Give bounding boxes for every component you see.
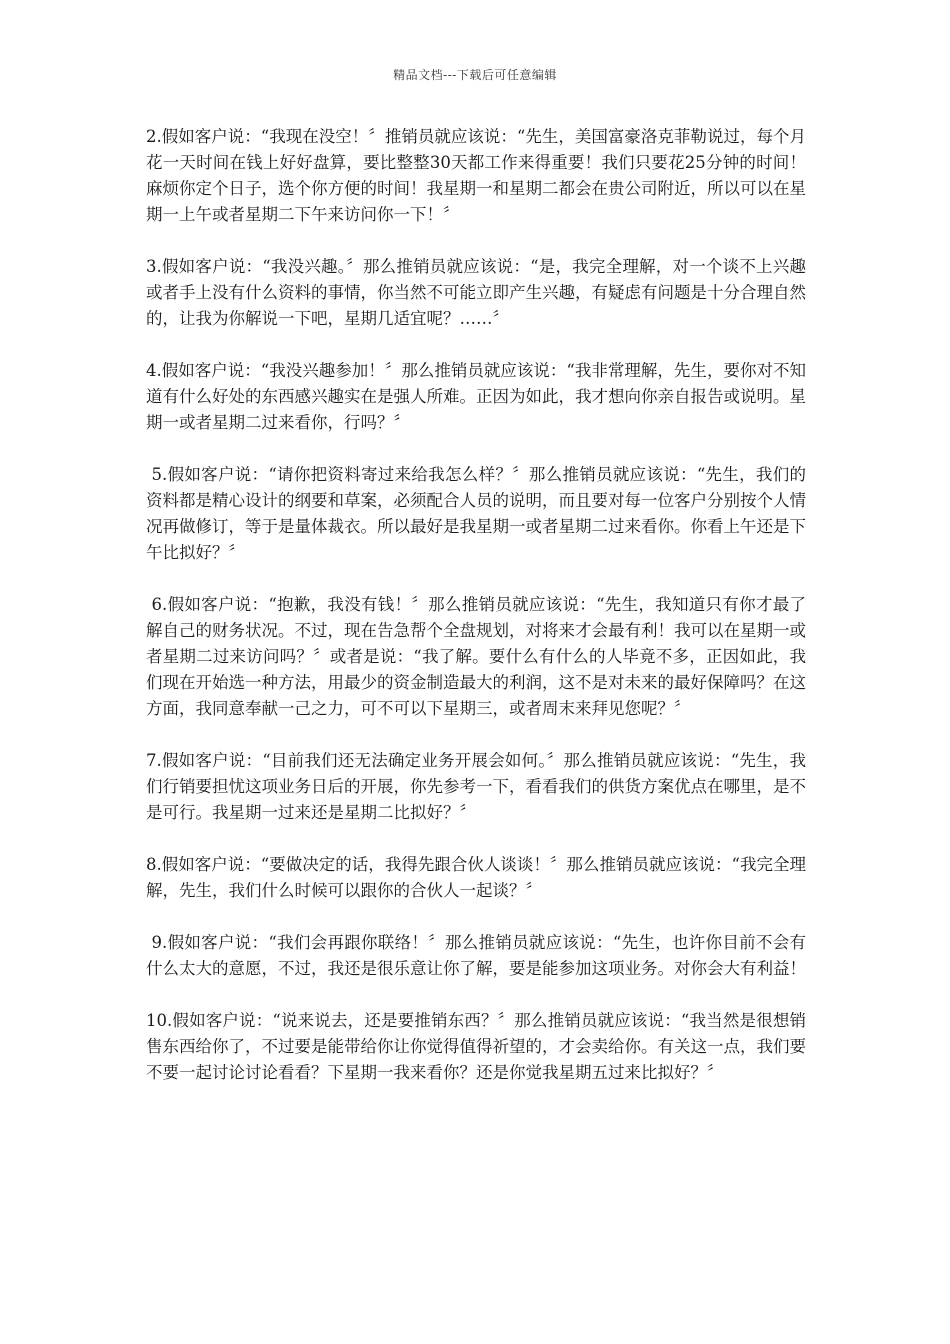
paragraph-item-5: 5.假如客户说：“请你把资料寄过来给我怎么样？〞那么推销员就应该说：“先生，我们的资料都是精心设计的纲要和草案，必须配合人员的说明，而且要对每一位客户分别按个人情况再做修订，等于是量体裁衣。所以最好是我星期一或者星期二过来看你。你看上午还是下午比拟好？〞 — [146, 465, 806, 562]
paragraph-item-10: 10.假如客户说：“说来说去，还是要推销东西？〞那么推销员就应该说：“我当然是很想销售东西给你了，不过要是能带给你让你觉得值得祈望的，才会卖给你。有关这一点，我们要不要一起讨论讨论看看？下星期一我来看你？还是你觉我星期五过来比拟好？〞 — [146, 1011, 806, 1082]
paragraph-item-7: 7.假如客户说：“目前我们还无法确定业务开展会如何。〞那么推销员就应该说：“先生，我们行销要担忧这项业务日后的开展，你先参考一下，看看我们的供货方案优点在哪里，是不是可行。我星期一过来还是星期二比拟好？〞 — [146, 751, 806, 822]
paragraph-item-9: 9.假如客户说：“我们会再跟你联络！〞那么推销员就应该说：“先生，也许你目前不会有什么太大的意愿，不过，我还是很乐意让你了解，要是能参加这项业务。对你会大有利益！ — [146, 933, 806, 978]
paragraph-item-6: 6.假如客户说：“抱歉，我没有钱！〞那么推销员就应该说：“先生，我知道只有你才最了解自己的财务状况。不过，现在告急帮个全盘规划，对将来才会最有利！我可以在星期一或者星期二过来访问吗？〞或者是说：“我了解。要什么有什么的人毕竟不多，正因如此，我们现在开始选一种方法，用最少的资金制造最大的利润，这不是对未来的最好保障吗？在这方面，我同意奉献一己之力，可不可以下星期三，或者周末来拜见您呢？〞 — [146, 595, 806, 718]
paragraph-item-2: 2.假如客户说：“我现在没空！〞推销员就应该说：“先生，美国富豪洛克菲勒说过，每个月花一天时间在钱上好好盘算，要比整整30天都工作来得重要！我们只要花25分钟的时间！麻烦你定个日子，选个你方便的时间！我星期一和星期二都会在贵公司附近，所以可以在星期一上午或者星期二下午来访问你一下！〞 — [146, 127, 806, 224]
paragraph-item-8: 8.假如客户说：“要做决定的话，我得先跟合伙人谈谈！〞那么推销员就应该说：“我完全理解，先生，我们什么时候可以跟你的合伙人一起谈？〞 — [146, 855, 806, 900]
document-body — [146, 124, 806, 1112]
paragraph-item-4: 4.假如客户说：“我没兴趣参加！〞那么推销员就应该说：“我非常理解，先生，要你对不知道有什么好处的东西感兴趣实在是强人所难。正因为如此，我才想向你亲自报告或说明。星期一或者星期二过来看你，行吗？〞 — [146, 361, 806, 432]
page-header: 精品文档---下载后可任意编辑 — [393, 68, 557, 82]
paragraph-item-3: 3.假如客户说：“我没兴趣。〞那么推销员就应该说：“是，我完全理解，对一个谈不上兴趣或者手上没有什么资料的事情，你当然不可能立即产生兴趣，有疑虑有问题是十分合理自然的，让我为你解说一下吧，星期几适宜呢？……〞 — [146, 257, 806, 328]
